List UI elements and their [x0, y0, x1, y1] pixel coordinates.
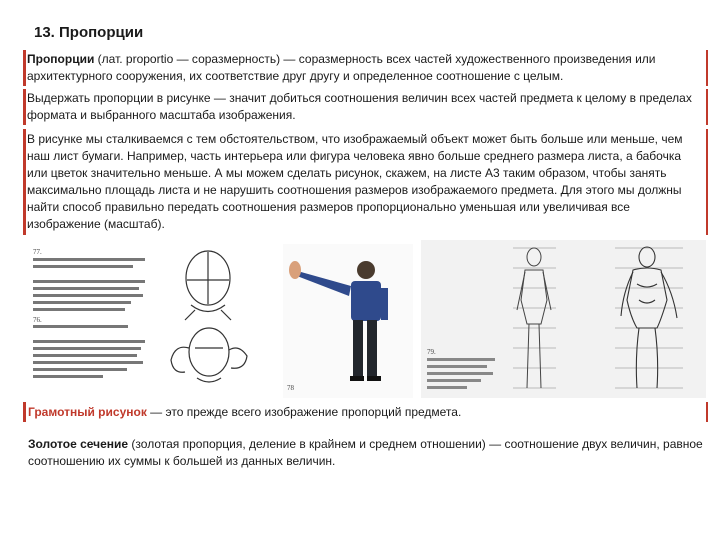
paragraph-scale: В рисунке мы сталкиваемся с тем обстоятельством, что изображаемый объект может быть больше или меньше, чем наш лист бумаги. Например, часть интерьера или фигура человека явно больше среднего размера листа, а бабочка или цветок значительно меньше. А мы можем сделать рисунок, скажем, на листе А3 таким образом, чтобы занять максимально площадь листа и не нарушить соотношения размеров изображаемого предмета. Для этого мы должны найти способ правильно передать соотношения размеров пропорционально уменьшая или увеличивая все изображение (масштаб).: [27, 132, 683, 231]
caption-line: [427, 379, 481, 382]
figure-anatomy-sketch: [421, 240, 706, 398]
caption-line: [33, 287, 139, 290]
caption-line: [427, 386, 467, 389]
figure-measuring-proportions: [25, 240, 413, 398]
anatomy-illustration: [421, 240, 706, 398]
figure-number: 77.: [33, 248, 42, 256]
paragraph-golden-ratio: [28, 436, 708, 470]
figure-number: 79.: [427, 348, 436, 356]
figure-number: 78: [287, 384, 294, 392]
caption-line: [427, 372, 493, 375]
caption-line: [33, 375, 103, 378]
caption-line: [33, 361, 143, 364]
accent-bar: [23, 89, 26, 125]
accent-bar: [706, 129, 708, 235]
caption-line: [33, 294, 143, 297]
term-proportions: Пропорции: [27, 52, 95, 66]
accent-bar: [23, 50, 26, 86]
golden-ratio-text: (золотая пропорция, деление в крайнем и среднем отношении) — соотношение двух величин, равное соотношению их суммы к большей из данных величин.: [28, 437, 703, 468]
caption-line: [33, 340, 145, 343]
definition-proportions: [27, 51, 707, 85]
head-sketch-bottom: [171, 328, 247, 382]
caption-line: [33, 347, 141, 350]
paragraph-proportions-in-drawing: Выдержать пропорции в рисунке — значит добиться соотношения величин всех частей предмета к целому в пределах формата и выбранного масштаба изображения.: [27, 91, 692, 122]
definition-text: (лат. proportio — соразмерность) — соразмерность всех частей художественного произведения или архитектурного сооружения, их соответствие друг другу и определенное соотношение с целым.: [27, 52, 656, 83]
caption-line: [33, 258, 145, 261]
figure-number: 76.: [33, 316, 42, 324]
accent-bar: [23, 129, 26, 235]
caption-line: [33, 325, 128, 328]
illustrations: [25, 240, 708, 398]
caption-line: [33, 308, 125, 311]
caption-line: [33, 265, 133, 268]
caption-line: [33, 301, 131, 304]
caption-line: [427, 358, 495, 361]
caption-line: [33, 280, 145, 283]
standing-man-photo: [283, 244, 413, 398]
caption-line: [427, 365, 487, 368]
term-good-drawing: Грамотный рисунок: [28, 405, 147, 419]
paragraph-good-drawing: [28, 404, 708, 421]
term-golden-ratio: Золотое сечение: [28, 437, 129, 451]
skeleton-figure-left: [517, 248, 551, 388]
good-drawing-text: — это прежде всего изображение пропорций предмета.: [146, 405, 462, 419]
caption-line: [33, 354, 137, 357]
accent-bar: [23, 402, 26, 422]
caption-line: [33, 368, 127, 371]
measuring-illustration: [25, 240, 413, 398]
slide-title: 13. Пропорции: [34, 24, 144, 41]
head-sketch-top: [185, 251, 231, 320]
